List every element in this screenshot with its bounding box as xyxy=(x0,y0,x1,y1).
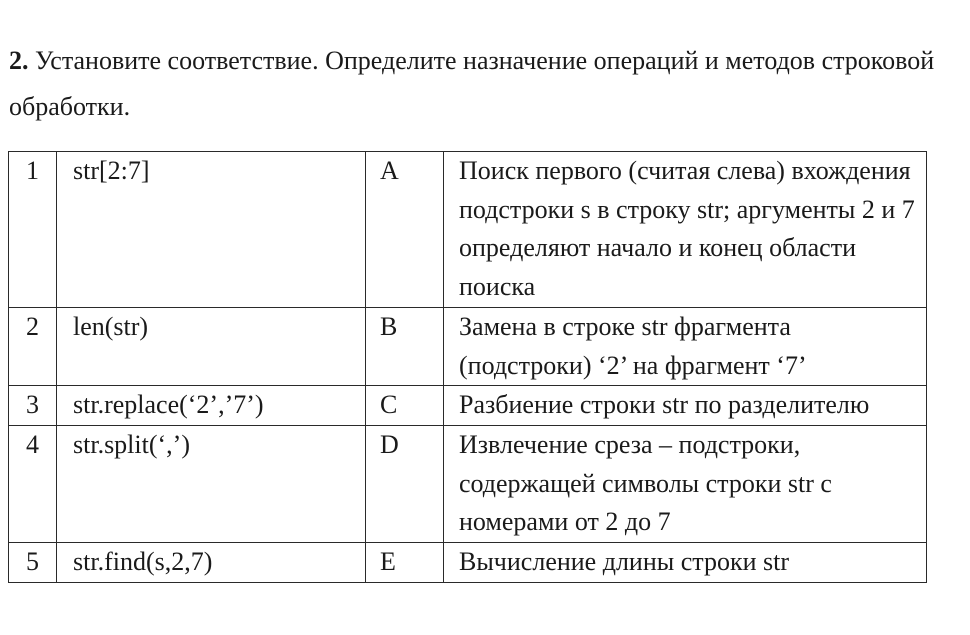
operation-cell: str[2:7] xyxy=(57,152,366,308)
matching-table xyxy=(8,151,927,583)
table-row xyxy=(9,386,927,426)
row-number: 1 xyxy=(9,152,57,308)
letter-cell: D xyxy=(366,425,444,542)
task-text: Установите соответствие. Определите назначение операций и методов строковой обработки. xyxy=(9,46,935,121)
row-number: 5 xyxy=(9,543,57,583)
row-number: 4 xyxy=(9,425,57,542)
letter-cell: B xyxy=(366,307,444,385)
description-cell: Замена в строке str фрагмента (подстроки) ‘2’ на фрагмент ‘7’ xyxy=(444,307,927,385)
table-row xyxy=(9,543,927,583)
description-cell: Вычисление длины строки str xyxy=(444,543,927,583)
letter-cell: E xyxy=(366,543,444,583)
row-number: 3 xyxy=(9,386,57,426)
task-number: 2. xyxy=(9,46,29,75)
operation-cell: str.split(‘,’) xyxy=(57,425,366,542)
operation-cell: str.replace(‘2’,’7’) xyxy=(57,386,366,426)
task-statement xyxy=(9,38,949,130)
letter-cell: C xyxy=(366,386,444,426)
description-cell: Поиск первого (считая слева) вхождения подстроки s в строку str; аргументы 2 и 7 определяют начало и конец области поиска xyxy=(444,152,927,308)
row-number: 2 xyxy=(9,307,57,385)
operation-cell: len(str) xyxy=(57,307,366,385)
description-cell: Разбиение строки str по разделителю xyxy=(444,386,927,426)
table-row xyxy=(9,425,927,542)
table-row xyxy=(9,307,927,385)
description-cell: Извлечение среза – подстроки, содержащей символы строки str с номерами от 2 до 7 xyxy=(444,425,927,542)
letter-cell: A xyxy=(366,152,444,308)
operation-cell: str.find(s,2,7) xyxy=(57,543,366,583)
table-row xyxy=(9,152,927,308)
